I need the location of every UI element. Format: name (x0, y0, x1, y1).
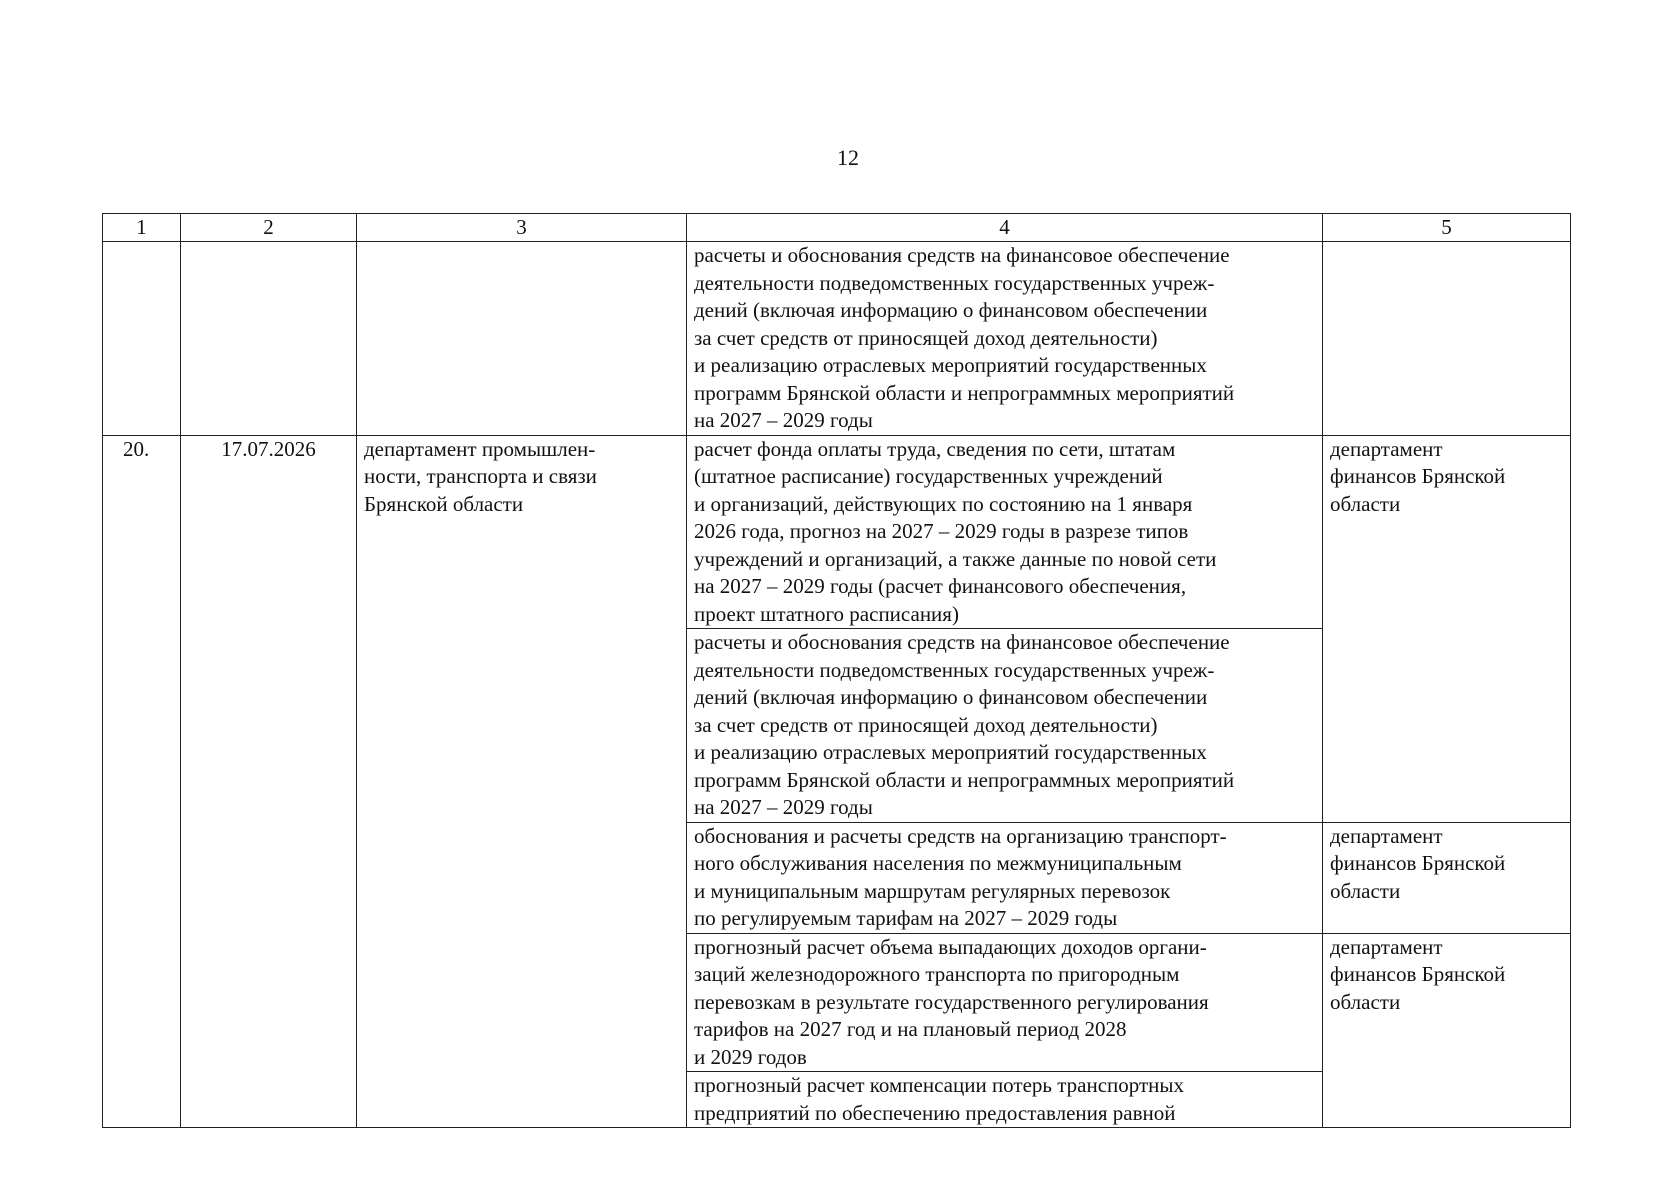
document-cell (687, 933, 1323, 1072)
document-cell (687, 1072, 1323, 1128)
document-cell (687, 629, 1323, 823)
document-text: расчеты и обоснования средств на финансовое обеспечение деятельности подведомственных государственных учреж- дений (включая информацию о финансовом обеспечении за счет средств от приносящей доход деятельности) и реализацию отраслевых мероприятий государственных программ Брянской области и непрограммных мероприятий на 2027 – 2029 годы (694, 243, 1235, 432)
column-number-1: 1 (103, 214, 181, 242)
recipient-text: департамент финансов Брянской области (1330, 823, 1506, 903)
column-number-3: 3 (357, 214, 687, 242)
recipient-text: департамент финансов Брянской области (1330, 436, 1506, 516)
responsible-department (357, 435, 687, 1128)
department-text: департамент промышлен- ности, транспорта и связи Брянской области (364, 436, 597, 516)
table-row-continued (103, 242, 1571, 436)
document-cell (687, 435, 1323, 629)
row-number: 20. (103, 435, 181, 1128)
column-number-5: 5 (1323, 214, 1571, 242)
recipient-cell (1323, 435, 1571, 822)
num-cell (103, 242, 181, 436)
recipient-text: департамент финансов Брянской области (1330, 934, 1506, 1014)
document-text: обоснования и расчеты средств на организацию транспорт- ного обслуживания населения по межмуниципальным и муниципальным маршрутам регулярных перевозок по регулируемым тарифам на 2027 – 2029 годы (694, 823, 1227, 930)
column-number-2: 2 (181, 214, 357, 242)
recipient-cell (1323, 933, 1571, 1128)
document-text: прогнозный расчет объема выпадающих доходов органи- заций железнодорожного транспорта по пригородным перевозкам в результате государственного регулирования тарифов на 2027 год и на плановый период 2028 и 2029 годов (694, 934, 1209, 1069)
document-cell (687, 242, 1323, 436)
document-text: расчет фонда оплаты труда, сведения по сети, штатам (штатное расписание) государственных учреждений и организаций, действующих по состоянию на 1 января 2026 года, прогноз на 2027 – 2029 годы в разрезе типов учреждений и организаций, а также данные по новой сети на 2027 – 2029 годы (расчет финансового обеспечения, проект штатного расписания) (694, 436, 1217, 626)
recipient-cell (1323, 822, 1571, 933)
document-text: прогнозный расчет компенсации потерь транспортных предприятий по обеспечению предоставления равной (694, 1073, 1185, 1125)
column-number-4: 4 (687, 214, 1323, 242)
document-cell (687, 822, 1323, 933)
column-number-row (103, 214, 1571, 242)
deadline-date: 17.07.2026 (181, 435, 357, 1128)
schedule-table (102, 213, 1571, 1128)
recipient-cell (1323, 242, 1571, 436)
dept-cell (357, 242, 687, 436)
page-number: 12 (837, 145, 859, 170)
date-cell (181, 242, 357, 436)
document-text: расчеты и обоснования средств на финансовое обеспечение деятельности подведомственных государственных учреж- дений (включая информацию о финансовом обеспечении за счет средств от приносящей доход деятельности) и реализацию отраслевых мероприятий государственных программ Брянской области и непрограммных мероприятий на 2027 – 2029 годы (694, 630, 1235, 819)
table-row-20-item-1 (103, 435, 1571, 629)
